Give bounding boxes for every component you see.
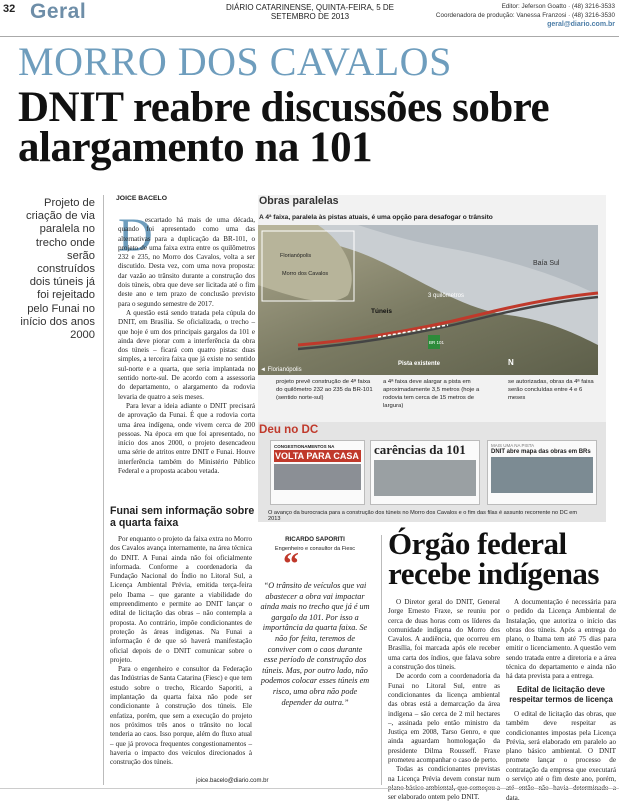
quote-name: RICARDO SAPORITI [285,536,345,543]
header-divider [0,36,619,37]
map-notes [268,376,598,416]
clip-3 [487,440,597,505]
section-email: geral@diario.com.br [547,21,615,28]
subhead: Projeto de criação de via paralela no trecho onde serão construídos dois túneis já foi rejeitado pelo Funai no início dos anos 2000 [20,197,95,342]
map-subtitle: A 4ª faixa, paralela às pistas atuais, é uma opção para desafogar o trânsito [259,214,493,221]
intertitle: Funai sem informação sobre a quarta faixa [110,505,255,529]
second-article-col-3 [506,710,616,803]
paragraph: Para levar a ideia adiante o DNIT precisará de aprovação da Funai. É que a rodovia corta uma área indígena, onde vivem cerca de 200 pessoas. Na época em que foi apresentado, no início dos anos 2000, o projeto desencadeou uma série de atritos entre DNIT e Funai. Houve interferência também do Ministério Público Federal e a proposta acabou vetada. [118,401,255,476]
quote-box [255,535,370,735]
footer-divider [0,788,619,789]
kicker: MORRO DOS CAVALOS [18,39,452,84]
main-article-body [118,209,255,476]
second-article-col-1 [388,598,500,803]
label-br: BR 101 [429,340,445,345]
clip-1 [270,440,365,505]
byline: JOICE BACELO [116,195,167,202]
paragraph: Por enquanto o projeto da faixa extra no Morro dos Cavalos avança internamente, na área técnica do DNIT. A Funai ainda não foi oficialmente informada. Conforme a coordenadoria da Fundação Nacional do Índio no Litoral Sul, a Licença Ambiental Prévia, emitida terça-feira pelo Ibama – que garante a viabilidade do empreendimento e permite ao DNIT lançar o edital de licitação das obras – não contempla a proposta. Ao contrário, impõe condicionantes de proteção às áreas indígenas. Na Funai a informação é de que só haverá manifestação oficial depois de o DNIT comunicar sobre o projeto. [110,535,252,664]
paragraph: Todas as condicionantes previstas na Licença Prévia devem constar num ser elaborado ontem pelo DNIT. [388,765,500,802]
map-note: se autorizadas, obras da 4ª faixa serão concluídas entre 4 e 6 meses [508,379,594,401]
paragraph: escartado há mais de uma década, quando foi apresentado como uma das alternativas para a duplicação da BR-101, o projeto de uma faixa extra entre os quilômetros 232 e 235, no Morro dos Cavalos, volta a ser discutido. Desta vez, com uma nova proposta: dar vazão ao trânsito durante a construção dos dois túneis, obra que deve ser licitada até o fim deste ano e tem prazo de conclusão previsto para o segundo semestre de 2017. [118,216,255,308]
map-note: projeto prevê construção de 4ª faixa do quilômetro 232 ao 235 da BR-101 (sentido norte-sul) [276,379,373,401]
quote-text: “O trânsito de veículos que vai abastecer a obra vai impactar ainda mais no trecho que já é um gargalo da 101. Por isso a importância da quarta faixa. Se não for feita, teremos de conviver com o caos durante esse período de construção dos túneis. Mas, por outro lado, não podemos colocar esses túneis em risco, uma obra não pode depender da outra.” [260,581,370,707]
label-florianopolis: Florianópolis [280,253,312,259]
publication-line: DIÁRIO CATARINENSE, QUINTA-FEIRA, 5 DE SETEMBRO DE 2013 [225,3,395,21]
clip-1-head: CONGESTIONAMENTOS NA [274,444,335,449]
editor-line: Editor: Jeferson Goatto · (48) 3216-3533 [501,3,615,10]
dropcap: D [118,209,153,262]
clip-3-kicker: MAIS UMA NA PISTA [491,443,535,448]
label-tuneis: Túneis [371,308,392,315]
label-pista: Pista existente [398,361,441,367]
headline: DNIT reabre discussões sobre alargamento na 101 [18,84,550,171]
paragraph: O edital de licitação das obras, que também deve respeitar as condicionantes impostas pela Licença Prévia, será elaborado em paralelo ao plano básico ambiental. O DNIT promete lançar o processo de contratação da empresa que executará o serviço até o fim deste ano, porém, data. [506,710,616,802]
column-divider [103,195,104,785]
clip-2-photo [374,460,476,496]
editor-info [430,2,615,20]
author-email: joice.bacelo@diario.com.br [196,778,269,784]
second-headline: Órgão federal recebe indígenas [388,526,599,591]
map-note: a 4ª faixa deve alargar a pista em aproximadamente 3,5 metros (hoje a rodovia tem cerca de 15 metros de largura) [383,379,480,409]
coordinator-line: Coordenadora de produção: Vanessa Franzosi · (48) 3216-3530 [435,12,615,19]
map-title: Obras paralelas [259,195,339,207]
second-article-col-2 [506,598,616,682]
deu-no-dc-title: Deu no DC [259,423,319,436]
clip-2-title: carências da 101 [374,442,466,457]
label-morro: Morro dos Cavalos [282,271,329,277]
label-baia-sul: Baía Sul [533,260,560,267]
label-quilometro: 3 quilômetros [428,293,465,299]
clip-2 [370,440,480,505]
clip-1-photo [274,464,361,490]
page-number: 32 [3,3,16,15]
quote-divider [381,535,382,785]
map-illustration [258,225,598,375]
quote-role: Engenheiro e consultor da Fiesc [274,546,356,552]
paragraph: A documentação é necessária para o pedido da Licença Ambiental de Instalação, que autoriza o início das obras dos túneis. Após a entrega do plano, o Ibama tem até 75 dias para emitir o licenciamento. A questão vem sendo tratada entre a diretoria e a área técnica do departamento e ainda não há data prevista para a entrega. [506,598,616,681]
paragraph: A questão está sendo tratada pela cúpula do DNIT, em Brasília. Se oficializada, o trecho – que hoje é um dos principais gargalos da 101 e ainda deve piorar com a interferência da obra dos túneis – ficará com quatro pistas: duas simples, a terceira faixa que já existe no sentido sul-norte e a quarta, que seria implantada no sentido norte-sul. De acordo com a assessoria do departamento, o alargamento da rodovia levaria de quatro a seis meses. [118,308,255,401]
paragraph: O Diretor geral do DNIT, General Jorge Ernesto Fraxe, se reuniu por cerca de duas horas com os líderes da comunidade indígena do Morro dos Cavalos. A audiência, que ocorreu em Brasília, foi marcada após ele receber uma carta dos índios, que falava sobre a construção dos túneis. [388,598,500,672]
clip-3-map [491,457,593,493]
deu-no-dc-caption: O avanço da burocracia para a construção dos túneis no Morro dos Cavalos e o fim das filas é assunto recorrente no DC em 2013 [268,510,578,522]
second-intertitle: Edital de licitação deve respeitar termos de licença [509,685,613,704]
paragraph: Para o engenheiro e consultor da Federação das Indústrias de Santa Catarina (Fiesc) e que tem estudo sobre o trecho, Ricardo Saporiti, a implantação da quarta faixa não pode ser condicionante à construção dos túneis. Ele enfatiza, porém, que sem a execução do projeto nos próximos três anos o trânsito no local tenderia ao caos. Isso porque, além do fluxo atual – que já provoca frequentes congestionamentos – haveria o impacto dos veículos direcionados à construção dos túneis. [110,665,252,767]
north-icon: N [508,358,514,367]
paragraph: De acordo com a coordenadoria da Funai no Litoral Sul, entre as condicionantes da licença ambiental das obras está a demarcação da área indígena – são cerca de 2 mil hectares –, assinada pelo então ministro da Justiça em 2008, Tarso Genro, e que ainda aguardam homologação da presidente Dilma Rousseff. Fraxe prometeu acompanhar o caso de perto. [388,672,500,765]
label-florianopolis-arrow: ◄ Florianópolis [260,367,302,373]
clip-3-title: DNIT abre mapa das obras em BRs [491,449,591,455]
quote-mark-icon: “ [283,545,299,581]
section-title: Geral [30,0,87,23]
clip-1-title: VOLTA PARA CASA [274,450,361,462]
main-article-body-2 [110,535,252,767]
